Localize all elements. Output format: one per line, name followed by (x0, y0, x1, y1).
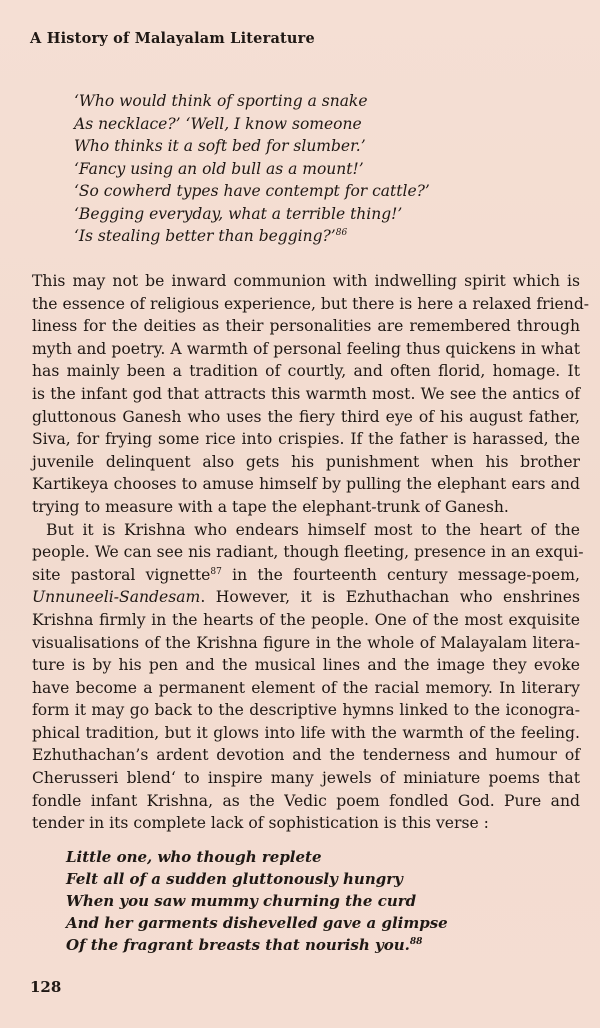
verse-line: ‘Who would think of sporting a snake (74, 92, 368, 110)
running-head: A History of Malayalam Literature (30, 30, 315, 47)
footnote-ref[interactable]: 86 (335, 227, 348, 238)
verse-line: Of the fragrant breasts that nourish you.$^{88}$ (66, 936, 423, 954)
verse-quotation-2 (66, 846, 448, 956)
verse-line: And her garments dishevelled gave a glimpse (66, 914, 448, 932)
verse-line: ‘Fancy using an old bull as a mount!’ (74, 159, 364, 178)
verse-line: ‘Begging everyday, what a terrible thing!’ (74, 204, 403, 223)
verse-line: ‘Is stealing better than begging?’$^{86}$ (74, 227, 348, 245)
footnote-ref[interactable]: 88 (409, 937, 423, 947)
work-title: Unnuneeli-Sandesam (32, 588, 201, 607)
paragraph-2: But it is Krishna who endears himself most to the heart of the people. We can see nis radiant, though fleeting, presence in an exqui- site pastoral vignette$^{87}$ in the fourteenth century message-poem, Unnuneeli-Sandesam. However, it is Ezhuthachan who enshrines Krishna firmly in the hearts of the people. One of the most exquisite visualisations of the Krishna figure in the whole of Malayalam litera- ture is by his pen and the musical lines and the image they evoke have become a permanent element of the racial memory. In literary form it may go back to the descriptive hymns linked to the iconogra- phical tradition, but it glows into life with the warmth of the feeling. Ezhuthachan’s ardent devotion and the tenderness and humour of Cherusseri blend‘ to inspire many jewels of miniature poems that fondle infant Krishna, as the Vedic poem fondled God. Pure and tender in its complete lack of sophistication is this verse : (32, 520, 584, 833)
verse-line: When you saw mummy churning the curd (66, 892, 417, 910)
verse-line: Little one, who though replete (66, 848, 322, 866)
body-text (32, 270, 590, 835)
verse-quotation-1 (74, 90, 430, 248)
page-number: 128 (30, 978, 62, 996)
verse-line: As necklace?’ ‘Well, I know someone (74, 114, 362, 133)
paragraph-1: This may not be inward communion with indwelling spirit which is the essence of religious experience, but there is here a relaxed friend- liness for the deities as their personalities are remembered through myth and poetry. A warmth of personal feeling thus quickens in what has mainly been a tradition of courtly, and often florid, homage. It is the infant god that attracts this warmth most. We see the antics of gluttonous Ganesh who uses the fiery third eye of his august father, Siva, for frying some rice into crispies. If the father is harassed, the juvenile delinquent also gets his punishment when his brother Kartikeya chooses to amuse himself by pulling the elephant ears and trying to measure with a tape the elephant-trunk of Ganesh. (32, 272, 590, 516)
verse-line: Who thinks it a soft bed for slumber.’ (74, 137, 366, 155)
footnote-ref[interactable]: 87 (210, 566, 222, 577)
verse-line: Felt all of a sudden gluttonously hungry (66, 870, 403, 888)
verse-line: ‘So cowherd types have contempt for cattle?’ (74, 182, 430, 200)
